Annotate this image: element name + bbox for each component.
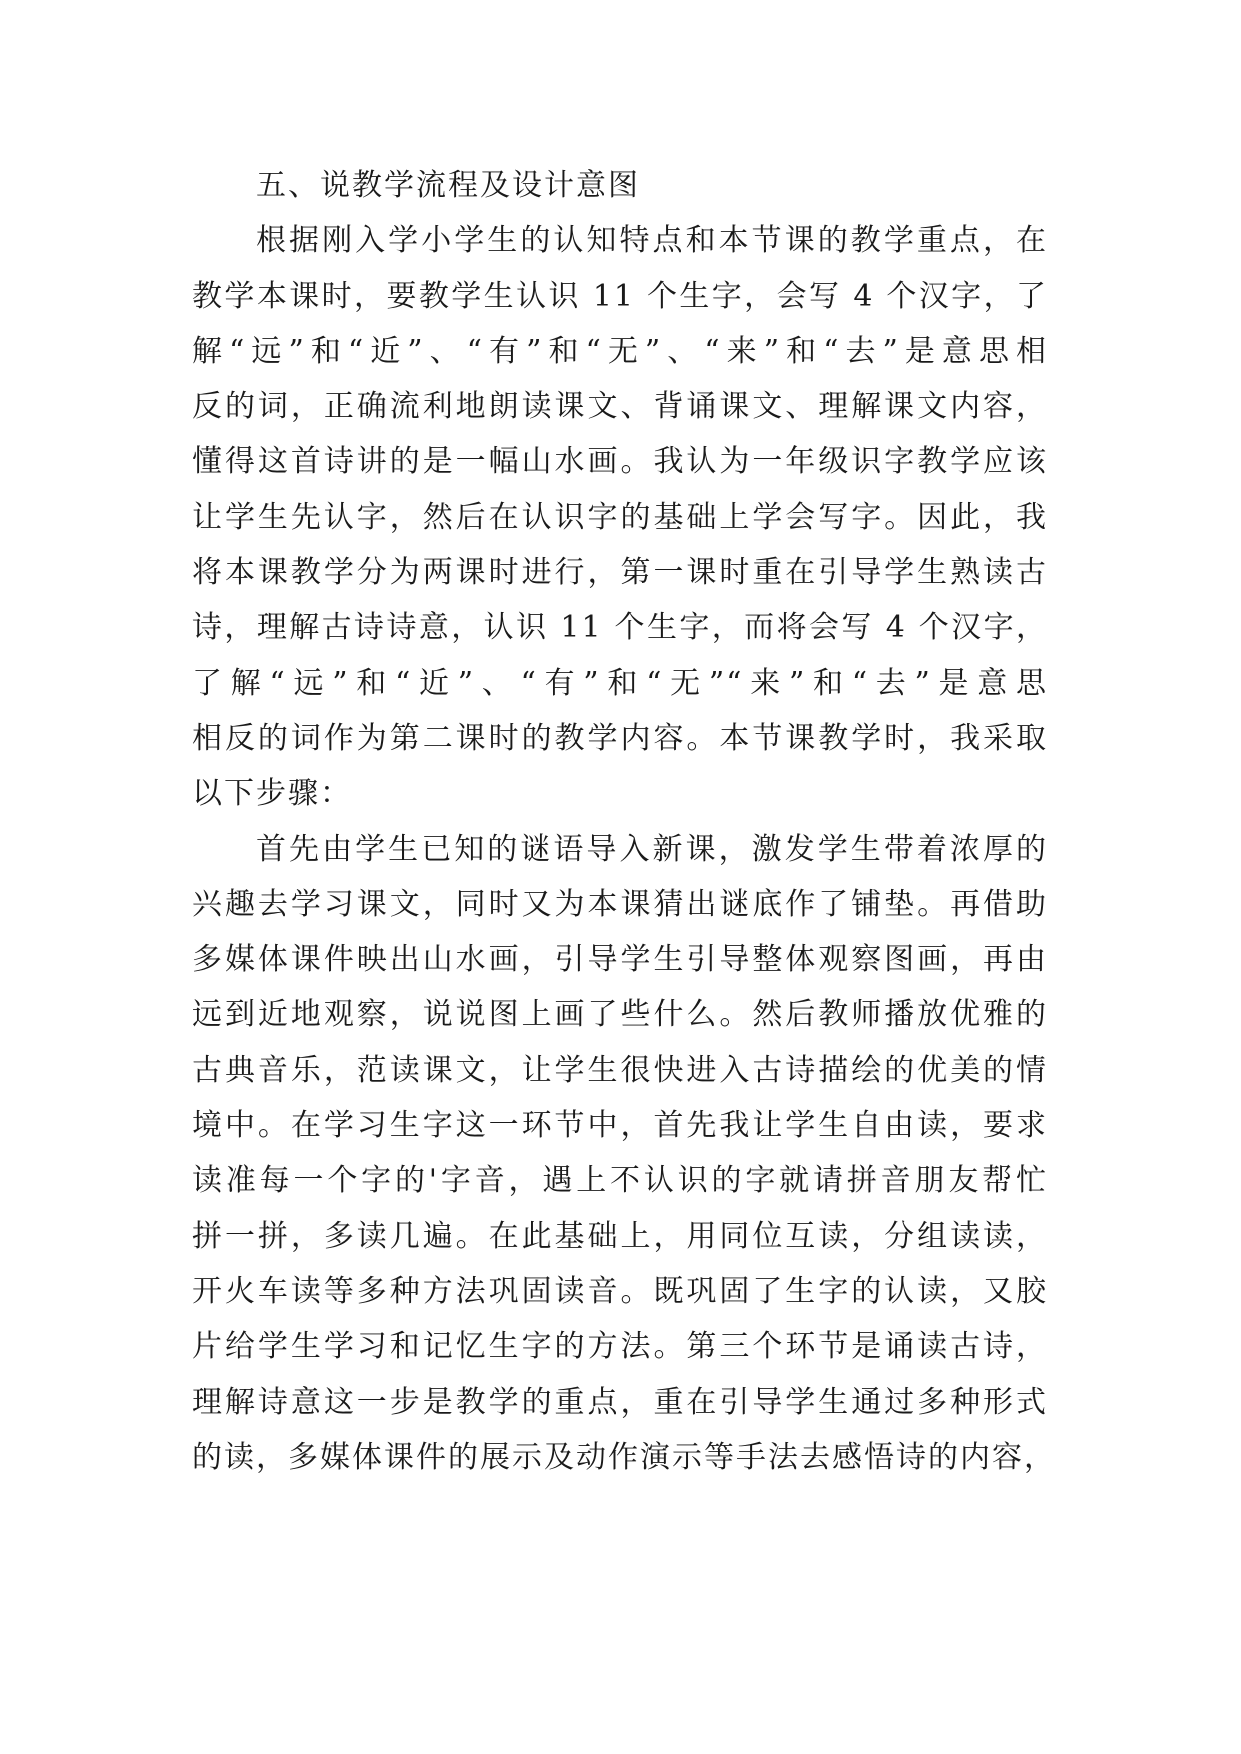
text-line: 将本课教学分为两课时进行，第一课时重在引导学生熟读古 <box>192 555 1048 591</box>
body-text <box>192 158 1056 1485</box>
text-line: 教学本课时，要教学生认识 11 个生字，会写 4 个汉字，了 <box>192 278 1048 314</box>
text-line: 了解“远”和“近”、“有”和“无”“来”和“去”是意思 <box>192 665 1048 701</box>
text-line: 境中。在学习生字这一环节中，首先我让学生自由读，要求 <box>192 1108 1048 1144</box>
text-line: 拼一拼，多读几遍。在此基础上，用同位互读，分组读读， <box>192 1218 1048 1254</box>
text-line: 远到近地观察，说说图上画了些什么。然后教师播放优雅的 <box>192 997 1048 1033</box>
text-line: 让学生先认字，然后在认识字的基础上学会写字。因此，我 <box>192 499 1048 535</box>
text-line: 以下步骤： <box>192 776 352 812</box>
text-line: 开火车读等多种方法巩固读音。既巩固了生字的认读，又胶 <box>192 1273 1048 1309</box>
text-line: 古典音乐，范读课文，让学生很快进入古诗描绘的优美的情 <box>192 1052 1048 1088</box>
text-line: 首先由学生已知的谜语导入新课，激发学生带着浓厚的 <box>256 831 1048 867</box>
text-line: 读准每一个字的'字音，遇上不认识的字就请拼音朋友帮忙 <box>192 1163 1048 1199</box>
text-line: 兴趣去学习课文，同时又为本课猜出谜底作了铺垫。再借助 <box>192 886 1048 922</box>
text-line: 相反的词作为第二课时的教学内容。本节课教学时，我采取 <box>192 720 1048 756</box>
text-line: 根据刚入学小学生的认知特点和本节课的教学重点，在 <box>256 223 1048 259</box>
text-line: 的读，多媒体课件的展示及动作演示等手法去感悟诗的内容， <box>192 1439 1056 1475</box>
text-line: 理解诗意这一步是教学的重点，重在引导学生通过多种形式 <box>192 1384 1048 1420</box>
text-line: 反的词，正确流利地朗读课文、背诵课文、理解课文内容， <box>192 389 1048 425</box>
text-line: 解“远”和“近”、“有”和“无”、“来”和“去”是意思相 <box>192 333 1048 369</box>
text-line: 诗，理解古诗诗意，认识 11 个生字，而将会写 4 个汉字， <box>192 610 1048 646</box>
text-line: 片给学生学习和记忆生字的方法。第三个环节是诵读古诗， <box>192 1329 1048 1365</box>
section-heading: 五、说教学流程及设计意图 <box>256 168 640 203</box>
text-line: 多媒体课件映出山水画，引导学生引导整体观察图画，再由 <box>192 942 1048 978</box>
text-line: 懂得这首诗讲的是一幅山水画。我认为一年级识字教学应该 <box>192 444 1048 480</box>
